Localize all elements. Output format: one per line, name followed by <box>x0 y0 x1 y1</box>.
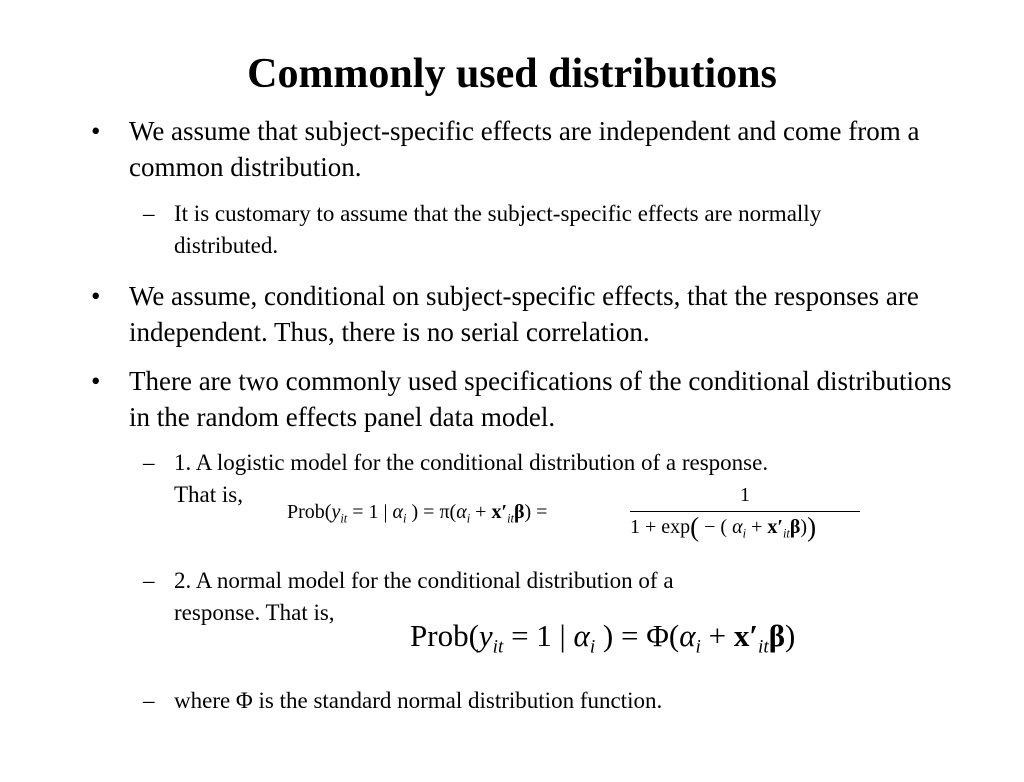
bullet-text: We assume, conditional on subject-specific effects, that the responses are independent. Thus, there is no serial correlation. <box>129 281 919 347</box>
eq-den-exp: 1 + exp <box>630 516 691 538</box>
slide-title: Commonly used distributions <box>247 51 777 97</box>
eq-y: y <box>478 618 493 653</box>
eq-beta: β <box>513 501 525 523</box>
eq-y: y <box>331 501 341 523</box>
eq-sub-it: it <box>340 511 348 526</box>
dash-marker: – <box>143 688 155 713</box>
eq-beta: β <box>768 618 786 653</box>
bullet-marker: • <box>91 116 101 146</box>
eq-sub-i: i <box>695 636 701 658</box>
subbullet-text: It is customary to assume that the subject-specific effects are normally distributed. <box>174 201 822 258</box>
dash-marker: – <box>143 568 155 593</box>
dash-marker: – <box>143 201 155 226</box>
bullet-text: There are two commonly used specifications of the conditional distributions in the random effects panel data model. <box>129 366 952 432</box>
logistic-fraction <box>630 481 860 549</box>
fraction-numerator: 1 <box>740 484 750 506</box>
subbullet-normally-distributed <box>143 198 914 262</box>
subbullet-text: where Φ is the standard normal distribution function. <box>174 688 663 713</box>
eq-beta: β <box>789 516 801 538</box>
eq-plus: + <box>470 501 492 523</box>
eq-alpha: α <box>392 501 404 523</box>
eq-close-equals: ) = <box>595 618 647 653</box>
dash-marker: – <box>143 450 155 475</box>
subbullet-phi-definition <box>143 685 974 717</box>
bullet-independent-effects <box>91 113 929 185</box>
subbullet-text-line2: That is, <box>174 482 243 507</box>
logistic-equation <box>287 498 547 532</box>
bullet-conditional-independence <box>91 278 959 350</box>
eq-phi: Φ( <box>646 618 680 653</box>
subbullet-text-line2: response. That is, <box>174 600 335 625</box>
subbullet-text-line1: 1. A logistic model for the conditional distribution of a response. <box>174 450 769 475</box>
eq-plus: + <box>700 618 734 653</box>
eq-tail: ) <box>785 618 796 653</box>
subbullet-text-line1: 2. A normal model for the conditional distribution of a <box>174 568 674 593</box>
eq-alpha: α <box>732 516 743 538</box>
normal-equation <box>410 616 795 668</box>
eq-sub-i: i <box>589 636 596 658</box>
eq-sub-i: i <box>466 511 471 526</box>
bullet-marker: • <box>91 281 101 311</box>
eq-sub-it: it <box>782 526 790 541</box>
fraction-denominator <box>630 513 860 547</box>
eq-sub-i: i <box>403 511 407 526</box>
eq-alpha: α <box>573 618 590 653</box>
eq-x: x′ <box>767 516 783 538</box>
eq-sub-it: it <box>758 636 769 658</box>
eq-alpha: α <box>679 618 696 653</box>
eq-pi: π( <box>439 501 457 523</box>
eq-x: x′ <box>733 618 759 653</box>
eq-tail: ) = <box>524 501 548 523</box>
eq-plus: + <box>746 516 768 538</box>
eq-paren-close: ) <box>807 512 817 543</box>
eq-close-equals: ) = <box>406 501 440 523</box>
bullet-two-specifications <box>91 363 959 435</box>
eq-paren-open: ( <box>690 512 700 543</box>
eq-alpha: α <box>456 501 467 523</box>
eq-den-minus: − ( <box>699 516 733 538</box>
eq-sub-it: it <box>492 636 504 658</box>
eq-equals-one: = 1 | <box>347 501 393 523</box>
eq-sub-i: i <box>742 526 747 541</box>
eq-prob: Prob( <box>410 618 479 653</box>
bullet-marker: • <box>91 366 101 396</box>
eq-den-close: ) <box>800 516 808 538</box>
eq-prob: Prob( <box>287 501 332 523</box>
fraction-bar <box>630 511 860 512</box>
eq-equals-one: = 1 | <box>503 618 574 653</box>
eq-x: x′ <box>491 501 508 523</box>
eq-sub-it: it <box>507 511 514 526</box>
bullet-text: We assume that subject-specific effects are independent and come from a common distribution. <box>129 116 920 182</box>
